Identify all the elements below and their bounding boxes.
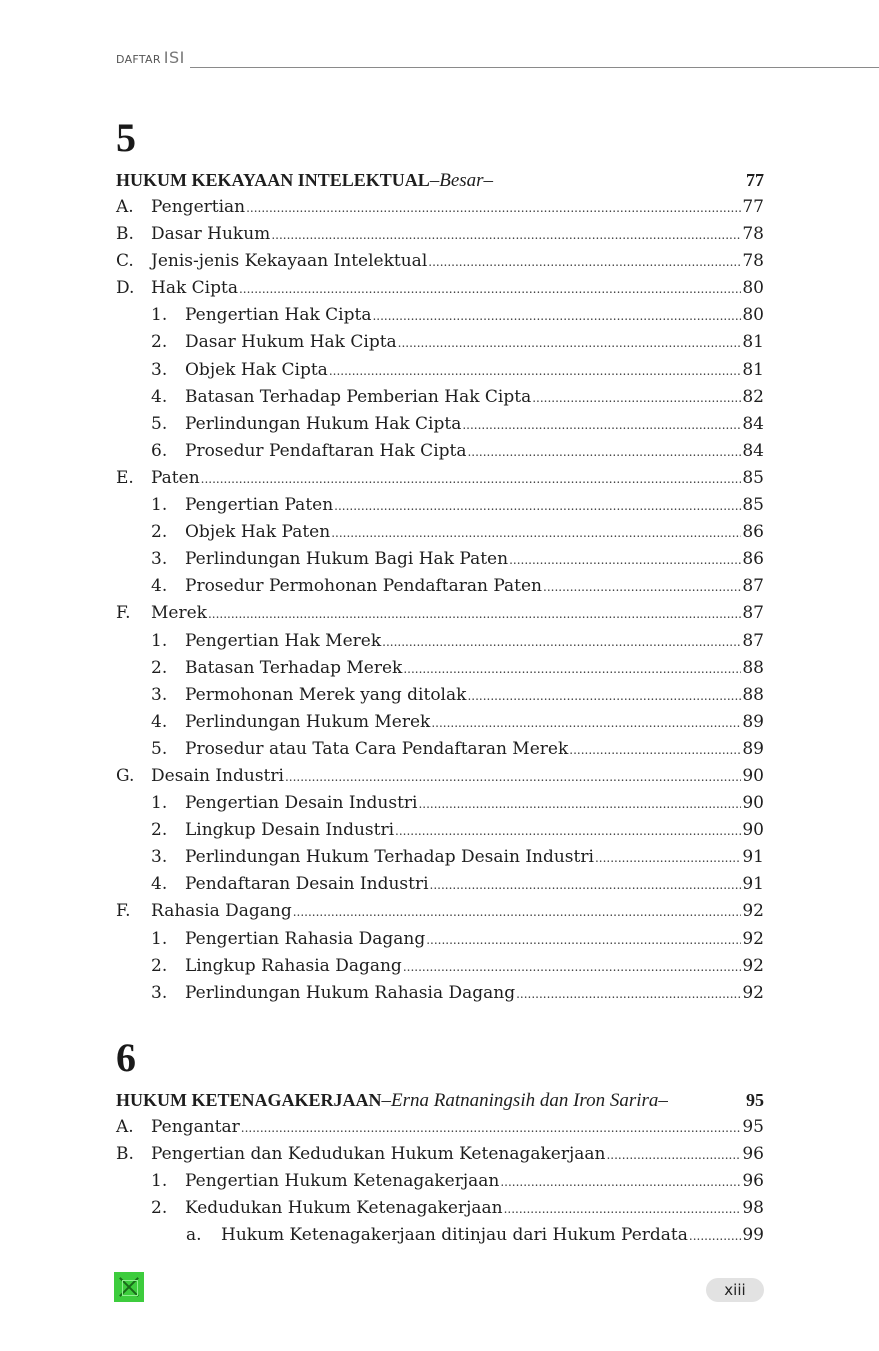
- toc-entry-marker: 2.: [151, 955, 168, 976]
- toc-entry-marker: 3.: [151, 549, 168, 570]
- toc-entry[interactable]: [116, 1114, 764, 1141]
- toc-entry-marker: F.: [116, 901, 131, 922]
- toc-entry-marker: F.: [116, 603, 131, 624]
- chapter-number: 5: [116, 115, 136, 160]
- toc-entry-marker: 2.: [151, 1198, 168, 1219]
- dot-leader: [606, 1142, 741, 1169]
- toc-entry-page: 88: [742, 657, 764, 678]
- dot-leader: [395, 818, 741, 845]
- toc-entry[interactable]: [116, 736, 764, 763]
- header-label-small: DAFTAR: [116, 53, 161, 66]
- toc-entry[interactable]: [116, 953, 764, 980]
- toc-entry[interactable]: [116, 573, 764, 600]
- toc-entry-page: 88: [742, 684, 764, 705]
- toc-entry[interactable]: [116, 980, 764, 1007]
- toc-entry[interactable]: [116, 898, 764, 925]
- header-rule: [190, 67, 879, 68]
- toc-entry-marker: 1.: [151, 793, 168, 814]
- toc-entry-page: 96: [742, 1171, 764, 1191]
- toc-entry-label: Pengertian dan Kedudukan Hukum Ketenagakerjaan: [151, 1143, 606, 1164]
- toc-entry-marker: A.: [116, 197, 134, 217]
- toc-entry-page: 82: [742, 386, 764, 407]
- toc-entry-marker: 2.: [151, 657, 168, 678]
- toc-entry-marker: 1.: [151, 495, 168, 516]
- toc-entry-page: 91: [742, 874, 764, 895]
- toc-entry-label: Desain Industri: [151, 765, 284, 786]
- dot-leader: [331, 520, 741, 547]
- toc-entry[interactable]: [116, 709, 764, 736]
- toc-entry-marker: B.: [116, 224, 134, 245]
- toc-entry[interactable]: [116, 465, 764, 492]
- toc-entry[interactable]: [116, 384, 764, 411]
- toc-entry-label: Pengertian: [151, 197, 246, 217]
- toc-entry-marker: G.: [116, 765, 135, 786]
- toc-entry-label: Lingkup Desain Industri: [185, 820, 395, 841]
- toc-entry-page: 89: [742, 711, 764, 732]
- toc-entry-page: 87: [742, 630, 764, 651]
- toc-entry-page: 96: [742, 1143, 764, 1164]
- toc-entry[interactable]: [116, 600, 764, 627]
- toc-entry-page: 87: [742, 603, 764, 624]
- toc-entry-marker: C.: [116, 251, 134, 272]
- toc-entry-marker: 2.: [151, 522, 168, 543]
- toc-entry-page: 85: [742, 467, 764, 488]
- toc-entry-label: Rahasia Dagang: [151, 901, 292, 922]
- toc-entry-page: 89: [742, 738, 764, 759]
- dot-leader: [431, 710, 741, 737]
- dot-leader: [201, 466, 742, 493]
- toc-entry-page: 92: [742, 955, 764, 976]
- toc-entry[interactable]: [116, 546, 764, 573]
- toc-entry-label: Pengertian Desain Industri: [185, 793, 418, 814]
- toc-entry-label: Pengertian Hukum Ketenagakerjaan: [185, 1171, 500, 1191]
- toc-entry-label: Lingkup Rahasia Dagang: [185, 955, 402, 976]
- toc-entry-marker: 3.: [151, 982, 168, 1003]
- toc-entry-marker: B.: [116, 1143, 134, 1164]
- toc-entry-page: 90: [742, 793, 764, 814]
- toc-entry-label: Pengertian Paten: [185, 495, 334, 516]
- toc-entry-marker: 3.: [151, 847, 168, 868]
- toc-entry[interactable]: [116, 763, 764, 790]
- toc-entry-marker: 4.: [151, 711, 168, 732]
- toc-entry[interactable]: [116, 519, 764, 546]
- toc-entry-label: Perlindungan Hukum Rahasia Dagang: [185, 982, 516, 1003]
- toc-entry[interactable]: [116, 1195, 764, 1222]
- toc-entry-marker: 2.: [151, 820, 168, 841]
- dot-leader: [504, 1196, 742, 1223]
- dot-leader: [334, 493, 741, 520]
- toc-entry-label: Prosedur Permohonan Pendaftaran Paten: [185, 576, 543, 597]
- dot-leader: [467, 439, 741, 466]
- chapter-author: –Erna Ratnaningsih dan Iron Sarira–: [381, 1089, 668, 1111]
- toc-entry-label: Pengertian Rahasia Dagang: [185, 928, 426, 949]
- chapter-title: HUKUM KEKAYAAN INTELEKTUAL: [116, 170, 430, 190]
- dot-leader: [372, 303, 741, 330]
- toc-entry-marker: 1.: [151, 305, 168, 326]
- toc-entry[interactable]: [116, 628, 764, 655]
- chapter-author: –Besar–: [429, 170, 494, 191]
- toc-entry-label: Perlindungan Hukum Terhadap Desain Industri: [185, 847, 594, 868]
- toc-entry-label: Hak Cipta: [151, 278, 238, 299]
- dot-leader: [595, 845, 741, 872]
- toc-entry-marker: 1.: [151, 928, 168, 949]
- dot-leader: [271, 222, 741, 249]
- dot-leader: [239, 276, 741, 303]
- publisher-logo-icon: [114, 1272, 144, 1302]
- toc-entry[interactable]: [116, 817, 764, 844]
- chapter-heading[interactable]: [116, 1087, 764, 1114]
- dot-leader: [426, 927, 741, 954]
- toc-entry-marker: 6.: [151, 440, 168, 461]
- toc-entry[interactable]: [116, 1141, 764, 1168]
- toc-entry-page: 84: [742, 440, 764, 461]
- toc-entry[interactable]: [116, 248, 764, 275]
- toc-entry[interactable]: [116, 655, 764, 682]
- toc-entry-page: 90: [742, 765, 764, 786]
- chapter-page: 95: [746, 1089, 764, 1110]
- toc-entry[interactable]: [116, 492, 764, 519]
- toc-entry-page: 80: [742, 278, 764, 299]
- toc-entry[interactable]: [116, 438, 764, 465]
- dot-leader: [532, 385, 741, 412]
- toc-entry-label: Hukum Ketenagakerjaan ditinjau dari Hukum Perdata: [221, 1225, 688, 1246]
- dot-leader: [403, 656, 741, 683]
- page-number-badge: xiii: [706, 1278, 764, 1302]
- toc-entry-page: 81: [742, 332, 764, 353]
- toc-entry-label: Paten: [151, 467, 200, 488]
- toc-entry-label: Objek Hak Cipta: [185, 359, 328, 380]
- toc-entry-label: Perlindungan Hukum Merek: [185, 711, 431, 732]
- toc-entry-marker: D.: [116, 278, 135, 299]
- toc-entry-label: Kedudukan Hukum Ketenagakerjaan: [185, 1198, 503, 1219]
- toc-entry-page: 86: [742, 549, 764, 570]
- dot-leader: [543, 574, 741, 601]
- toc-entry-label: Pengertian Hak Merek: [185, 630, 382, 651]
- dot-leader: [689, 1223, 741, 1250]
- toc-entry-page: 95: [742, 1116, 764, 1137]
- toc-entry-label: Prosedur Pendaftaran Hak Cipta: [185, 440, 467, 461]
- toc-entry-label: Dasar Hukum Hak Cipta: [185, 332, 397, 353]
- toc-entry-marker: a.: [186, 1225, 202, 1246]
- toc-entry-label: Batasan Terhadap Merek: [185, 657, 403, 678]
- dot-leader: [398, 330, 742, 357]
- chapter-title: HUKUM KETENAGAKERJAAN: [116, 1089, 382, 1110]
- toc-entry[interactable]: [116, 329, 764, 356]
- toc-entry-marker: 4.: [151, 386, 168, 407]
- toc-entry-page: 84: [742, 413, 764, 434]
- toc-entry[interactable]: [116, 682, 764, 709]
- toc-entry-marker: 5.: [151, 738, 168, 759]
- toc-entry[interactable]: [116, 1222, 764, 1249]
- toc-entry-marker: 2.: [151, 332, 168, 353]
- dot-leader: [382, 629, 741, 656]
- toc-entry[interactable]: [116, 871, 764, 898]
- chapter-page: 77: [746, 170, 764, 190]
- toc-entry-page: 92: [742, 928, 764, 949]
- toc-entry-label: Permohonan Merek yang ditolak: [185, 684, 467, 705]
- toc-entry-page: 91: [742, 847, 764, 868]
- toc-entry-page: 80: [742, 305, 764, 326]
- dot-leader: [500, 1169, 741, 1196]
- toc-entry-marker: 3.: [151, 359, 168, 380]
- toc-entry-label: Prosedur atau Tata Cara Pendaftaran Merek: [185, 738, 569, 759]
- dot-leader: [462, 412, 741, 439]
- toc-entry-page: 77: [742, 197, 764, 217]
- toc-entry-page: 92: [742, 982, 764, 1003]
- dot-leader: [241, 1115, 742, 1142]
- dot-leader: [467, 683, 741, 710]
- dot-leader: [403, 954, 742, 981]
- toc-entry-page: 78: [742, 224, 764, 245]
- toc-entry-label: Batasan Terhadap Pemberian Hak Cipta: [185, 386, 532, 407]
- header-label-big: ISI: [163, 48, 185, 67]
- toc-entry-label: Pengantar: [151, 1116, 240, 1137]
- dot-leader: [208, 601, 741, 628]
- toc-entry-label: Merek: [151, 603, 207, 624]
- toc-entry-marker: A.: [116, 1116, 134, 1137]
- toc-entry[interactable]: [116, 221, 764, 248]
- dot-leader: [430, 872, 742, 899]
- toc-entry-label: Dasar Hukum: [151, 224, 271, 245]
- dot-leader: [293, 899, 742, 926]
- toc-entry-marker: E.: [116, 467, 134, 488]
- toc-entry[interactable]: [116, 357, 764, 384]
- toc-entry-marker: 4.: [151, 576, 168, 597]
- toc-entry[interactable]: [116, 194, 764, 221]
- header-title: [116, 48, 185, 67]
- toc-entry[interactable]: [116, 1168, 764, 1195]
- toc-entry-marker: 1.: [151, 1171, 168, 1191]
- dot-leader: [516, 981, 741, 1008]
- toc-entry-page: 86: [742, 522, 764, 543]
- toc-entry-label: Perlindungan Hukum Bagi Hak Paten: [185, 549, 509, 570]
- toc-entry-label: Pendaftaran Desain Industri: [185, 874, 429, 895]
- dot-leader: [569, 737, 741, 764]
- chapter-number: 6: [116, 1034, 136, 1080]
- toc-entry-label: Jenis-jenis Kekayaan Intelektual: [151, 251, 428, 272]
- toc-entry-page: 85: [742, 495, 764, 516]
- toc-entry-label: Pengertian Hak Cipta: [185, 305, 372, 326]
- toc-entry[interactable]: [116, 302, 764, 329]
- toc-entry[interactable]: [116, 926, 764, 953]
- toc-entry-page: 90: [742, 820, 764, 841]
- dot-leader: [428, 249, 741, 276]
- toc-entry-page: 99: [742, 1225, 764, 1246]
- toc-entry-page: 78: [742, 251, 764, 272]
- toc-entry[interactable]: [116, 411, 764, 438]
- toc-entry-label: Objek Hak Paten: [185, 522, 331, 543]
- toc-entry-page: 87: [742, 576, 764, 597]
- toc-entry-marker: 5.: [151, 413, 168, 434]
- dot-leader: [285, 764, 741, 791]
- toc-entry-label: Perlindungan Hukum Hak Cipta: [185, 413, 462, 434]
- toc-entry-marker: 4.: [151, 874, 168, 895]
- toc-entry-page: 81: [742, 359, 764, 380]
- dot-leader: [246, 195, 741, 222]
- dot-leader: [509, 547, 741, 574]
- table-of-contents: [116, 115, 764, 1249]
- toc-entry[interactable]: [116, 844, 764, 871]
- dot-leader: [418, 791, 741, 818]
- toc-entry-marker: 3.: [151, 684, 168, 705]
- chapter-heading[interactable]: [116, 167, 764, 194]
- toc-entry-page: 92: [742, 901, 764, 922]
- toc-entry-marker: 1.: [151, 630, 168, 651]
- toc-entry-page: 98: [742, 1198, 764, 1219]
- running-header: [116, 48, 879, 70]
- toc-entry[interactable]: [116, 275, 764, 302]
- dot-leader: [329, 358, 742, 385]
- toc-entry[interactable]: [116, 790, 764, 817]
